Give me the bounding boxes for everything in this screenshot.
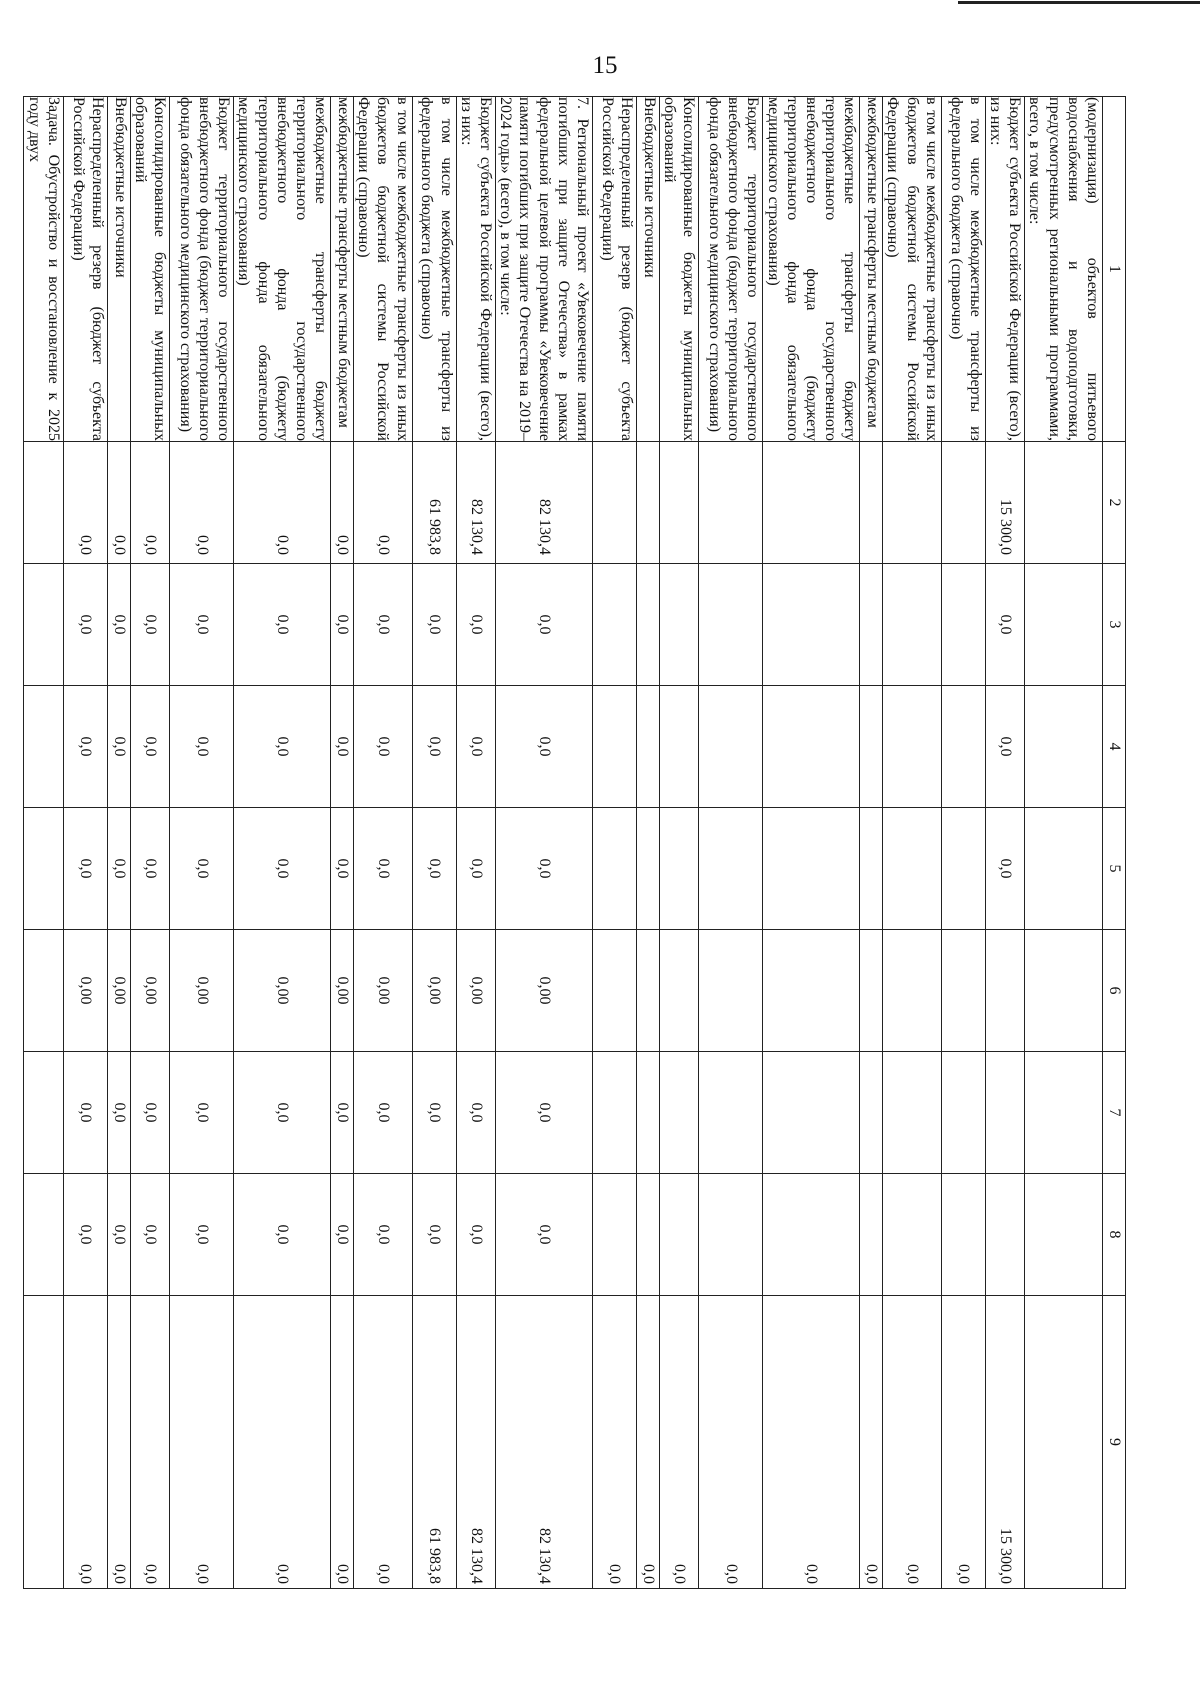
row-label: межбюджетные трансферты бюджету территориального государственного внебюджетного фонда (бюджету территориального фонда обязательного медицинского страхования)	[235, 97, 330, 441]
rotated-table-wrapper	[25, 96, 1126, 1588]
column-header: 3	[1103, 564, 1126, 686]
table-cell: 0,0	[331, 1174, 354, 1296]
row-label: Бюджет субъекта Российской Федерации (всего), из них:	[457, 97, 495, 441]
table-row	[883, 97, 942, 1589]
table-row	[985, 97, 1024, 1589]
row-label: в том числе межбюджетные трансферты из федерального бюджета (справочно)	[941, 97, 985, 442]
table-cell: 0,0	[354, 686, 413, 808]
table-cell	[24, 1052, 63, 1174]
row-label: Задача. Обустройство и восстановление к 2025 году двух	[25, 97, 62, 441]
table-cell	[985, 930, 1024, 1052]
table-cell	[593, 686, 637, 808]
table-cell	[1025, 442, 1103, 564]
table-cell: 15 300,0	[985, 442, 1024, 564]
table-cell: 0,0	[699, 1296, 763, 1589]
table-cell: 0,00	[331, 930, 354, 1052]
table-row	[170, 97, 234, 1589]
table-cell: 0,0	[107, 1052, 130, 1174]
table-cell: 0,0	[130, 1296, 169, 1589]
table-cell: 0,0	[354, 1296, 413, 1589]
table-cell	[660, 1052, 699, 1174]
table-cell: 0,0	[354, 564, 413, 686]
table-cell: 0,0	[412, 1052, 456, 1174]
table-cell	[1025, 1052, 1103, 1174]
table-cell: 0,0	[354, 442, 413, 564]
table-row	[593, 97, 637, 1589]
row-label: Нераспределенный резерв (бюджет субъекта Российской Федерации)	[593, 97, 637, 442]
table-cell: 0,0	[331, 564, 354, 686]
table-cell: 0,0	[130, 1052, 169, 1174]
table-cell	[24, 442, 63, 564]
table-cell	[24, 686, 63, 808]
table-cell	[1025, 1174, 1103, 1296]
table-cell: 0,0	[941, 1296, 985, 1589]
table-cell	[763, 808, 860, 930]
table-cell: 0,0	[107, 564, 130, 686]
table-row	[699, 97, 763, 1589]
table-row	[234, 97, 331, 1589]
table-cell	[883, 442, 942, 564]
table-cell	[637, 1052, 660, 1174]
table-cell: 0,00	[63, 930, 107, 1052]
table-cell: 0,0	[63, 564, 107, 686]
table-cell	[24, 564, 63, 686]
table-cell	[1025, 930, 1103, 1052]
row-label: (модернизация) объектов питьевого водоснабжения и водоподготовки, предусмотренных региональными программами, всего, в том числе:	[1026, 97, 1101, 441]
table-cell	[763, 930, 860, 1052]
row-label: Консолидированные бюджеты муниципальных образований	[661, 97, 698, 441]
table-cell	[637, 1174, 660, 1296]
row-label: 7. Региональный проект «Увековечение памяти погибших при защите Отечества» в рамках федеральной целевой программы «Увековечение памяти погибших при защите Отечества на 2019–2024 годы» (всего), в том числе:	[497, 97, 591, 441]
table-row	[637, 97, 660, 1589]
table-body	[24, 97, 1103, 1589]
table-cell	[985, 1174, 1024, 1296]
table-cell	[699, 1052, 763, 1174]
table-cell	[763, 442, 860, 564]
table-cell	[660, 1174, 699, 1296]
table-cell: 0,0	[107, 686, 130, 808]
table-cell: 0,0	[331, 1296, 354, 1589]
column-header: 1	[1103, 97, 1126, 442]
table-cell: 0,0	[170, 442, 234, 564]
table-cell	[860, 1052, 883, 1174]
table-row	[496, 97, 593, 1589]
table-row	[354, 97, 413, 1589]
table-cell	[883, 686, 942, 808]
table-cell	[637, 442, 660, 564]
table-cell	[637, 930, 660, 1052]
table-cell: 0,0	[985, 686, 1024, 808]
table-cell: 0,0	[496, 808, 593, 930]
table-cell	[763, 686, 860, 808]
table-cell	[24, 808, 63, 930]
table-cell: 0,0	[496, 564, 593, 686]
column-header: 6	[1103, 930, 1126, 1052]
table-cell	[883, 564, 942, 686]
column-header: 7	[1103, 1052, 1126, 1174]
table-row	[860, 97, 883, 1589]
table-cell	[860, 686, 883, 808]
column-header: 2	[1103, 442, 1126, 564]
table-cell	[860, 564, 883, 686]
table-cell: 0,0	[107, 442, 130, 564]
table-cell: 0,0	[860, 1296, 883, 1589]
table-cell	[699, 686, 763, 808]
table-cell: 0,0	[130, 442, 169, 564]
table-cell	[660, 686, 699, 808]
table-cell: 0,00	[234, 930, 331, 1052]
table-cell: 0,0	[412, 686, 456, 808]
table-cell: 0,0	[234, 442, 331, 564]
table-cell	[593, 808, 637, 930]
row-label: Внебюджетные источники	[107, 97, 130, 442]
table-cell: 0,0	[234, 686, 331, 808]
table-cell: 0,0	[234, 564, 331, 686]
page-number: 15	[592, 52, 618, 79]
row-label: Бюджет территориального государственного внебюджетного фонда (бюджет территориального фонда обязательного медицинского страхования)	[170, 97, 234, 442]
table-cell	[593, 442, 637, 564]
table-cell: 82 130,4	[456, 1296, 495, 1589]
table-cell	[593, 564, 637, 686]
table-cell: 0,0	[354, 1174, 413, 1296]
table-cell	[637, 686, 660, 808]
row-label: межбюджетные трансферты бюджету территориального государственного внебюджетного фонда (бюджету территориального фонда обязательного медицинского страхования)	[764, 97, 859, 441]
table-cell	[941, 1174, 985, 1296]
table-cell	[883, 1174, 942, 1296]
row-label: Консолидированные бюджеты муниципальных образований	[132, 97, 169, 441]
table-cell	[860, 1174, 883, 1296]
table-cell	[763, 1174, 860, 1296]
table-cell: 0,0	[412, 564, 456, 686]
table-cell: 0,0	[63, 1174, 107, 1296]
table-cell	[660, 808, 699, 930]
table-cell	[660, 442, 699, 564]
table-cell	[660, 564, 699, 686]
table-cell: 82 130,4	[456, 442, 495, 564]
table-cell: 0,00	[412, 930, 456, 1052]
table-cell: 0,0	[63, 442, 107, 564]
table-row	[456, 97, 495, 1589]
table-cell	[860, 930, 883, 1052]
table-cell: 0,0	[331, 808, 354, 930]
table-cell: 0,00	[107, 930, 130, 1052]
table-cell: 0,0	[130, 564, 169, 686]
table-cell: 0,0	[456, 808, 495, 930]
column-header: 5	[1103, 808, 1126, 930]
table-cell	[941, 930, 985, 1052]
table-cell: 0,0	[660, 1296, 699, 1589]
table-cell: 61 983,8	[412, 1296, 456, 1589]
table-cell	[941, 808, 985, 930]
table-cell: 0,0	[170, 1052, 234, 1174]
table-cell	[24, 1174, 63, 1296]
table-cell: 82 130,4	[496, 1296, 593, 1589]
table-cell	[883, 1052, 942, 1174]
column-header: 8	[1103, 1174, 1126, 1296]
table-cell	[883, 808, 942, 930]
table-cell	[1025, 564, 1103, 686]
table-cell: 0,0	[63, 1296, 107, 1589]
table-cell: 0,00	[130, 930, 169, 1052]
table-cell: 15 300,0	[985, 1296, 1024, 1589]
table-cell: 0,00	[456, 930, 495, 1052]
table-cell: 0,0	[763, 1296, 860, 1589]
table-cell: 0,0	[130, 686, 169, 808]
table-cell: 0,0	[354, 808, 413, 930]
table-cell	[1025, 808, 1103, 930]
top-rule	[958, 1, 1200, 4]
table-cell	[941, 442, 985, 564]
table-cell	[941, 564, 985, 686]
table-cell: 0,00	[170, 930, 234, 1052]
table-cell	[593, 1052, 637, 1174]
table-cell	[660, 930, 699, 1052]
table-cell: 0,0	[496, 1052, 593, 1174]
table-cell: 0,0	[331, 1052, 354, 1174]
table-cell: 0,0	[107, 1296, 130, 1589]
table-cell: 0,0	[412, 1174, 456, 1296]
table-cell	[883, 930, 942, 1052]
table-cell: 0,0	[63, 1052, 107, 1174]
table-row	[107, 97, 130, 1589]
table-cell: 0,0	[331, 442, 354, 564]
table-cell	[24, 1296, 63, 1589]
table-cell: 61 983,8	[412, 442, 456, 564]
table-row	[763, 97, 860, 1589]
table-cell: 0,0	[985, 808, 1024, 930]
table-cell	[941, 1052, 985, 1174]
table-cell: 0,0	[456, 1052, 495, 1174]
row-label: Внебюджетные источники	[637, 97, 660, 442]
table-cell	[699, 808, 763, 930]
table-cell: 0,0	[170, 686, 234, 808]
table-cell	[763, 1052, 860, 1174]
table-cell	[1025, 686, 1103, 808]
table-cell: 0,0	[170, 1174, 234, 1296]
table-cell: 0,0	[170, 1296, 234, 1589]
table-row	[660, 97, 699, 1589]
table-cell	[593, 1174, 637, 1296]
table-cell: 0,0	[130, 1174, 169, 1296]
row-label: межбюджетные трансферты местным бюджетам	[860, 97, 883, 442]
table-cell: 0,0	[234, 1052, 331, 1174]
table-cell	[699, 564, 763, 686]
table-cell: 0,0	[456, 1174, 495, 1296]
table-cell	[1025, 1296, 1103, 1589]
table-cell: 0,00	[496, 930, 593, 1052]
table-row	[24, 97, 63, 1589]
table-cell: 0,0	[63, 808, 107, 930]
table-cell: 0,0	[130, 808, 169, 930]
row-label: Бюджет субъекта Российской Федерации (всего), из них:	[987, 97, 1024, 441]
table-cell: 0,0	[170, 564, 234, 686]
table-cell: 0,0	[456, 564, 495, 686]
table-cell	[24, 930, 63, 1052]
table-cell: 0,0	[234, 1296, 331, 1589]
table-cell: 0,0	[234, 1174, 331, 1296]
budget-table	[23, 96, 1126, 1589]
row-label: межбюджетные трансферты местным бюджетам	[331, 97, 354, 442]
table-cell: 0,0	[107, 808, 130, 930]
table-cell	[763, 564, 860, 686]
table-cell: 0,0	[496, 686, 593, 808]
column-header: 9	[1103, 1296, 1126, 1589]
table-row	[331, 97, 354, 1589]
row-label: в том числе межбюджетные трансферты из иных бюджетов бюджетной системы Российской Федерации (справочно)	[355, 97, 411, 441]
row-label: в том числе межбюджетные трансферты из федерального бюджета (справочно)	[412, 97, 456, 442]
table-cell	[699, 930, 763, 1052]
table-cell	[699, 1174, 763, 1296]
table-cell	[593, 930, 637, 1052]
table-cell	[985, 1052, 1024, 1174]
table-cell: 0,0	[234, 808, 331, 930]
table-cell: 0,0	[170, 808, 234, 930]
header-row	[1103, 97, 1126, 1589]
row-label: Нераспределенный резерв (бюджет субъекта Российской Федерации)	[63, 97, 107, 442]
row-label: в том числе межбюджетные трансферты из иных бюджетов бюджетной системы Российской Федерации (справочно)	[884, 97, 940, 441]
table-row	[941, 97, 985, 1589]
table-cell	[860, 808, 883, 930]
table-row	[1025, 97, 1103, 1589]
table-cell	[637, 808, 660, 930]
table-cell: 0,0	[496, 1174, 593, 1296]
table-cell: 0,0	[985, 564, 1024, 686]
table-row	[130, 97, 169, 1589]
table-cell: 82 130,4	[496, 442, 593, 564]
table-cell: 0,00	[354, 930, 413, 1052]
table-cell: 0,0	[456, 686, 495, 808]
table-cell: 0,0	[354, 1052, 413, 1174]
table-row	[63, 97, 107, 1589]
table-cell	[699, 442, 763, 564]
table-cell: 0,0	[593, 1296, 637, 1589]
table-row	[412, 97, 456, 1589]
table-cell: 0,0	[883, 1296, 942, 1589]
row-label: Бюджет территориального государственного внебюджетного фонда (бюджет территориального фонда обязательного медицинского страхования)	[699, 97, 763, 442]
table-cell	[941, 686, 985, 808]
table-cell: 0,0	[412, 808, 456, 930]
table-cell	[860, 442, 883, 564]
table-header	[1103, 97, 1126, 1589]
table-cell: 0,0	[637, 1296, 660, 1589]
table-cell: 0,0	[331, 686, 354, 808]
table-cell: 0,0	[107, 1174, 130, 1296]
table-cell: 0,0	[63, 686, 107, 808]
table-cell	[637, 564, 660, 686]
column-header: 4	[1103, 686, 1126, 808]
